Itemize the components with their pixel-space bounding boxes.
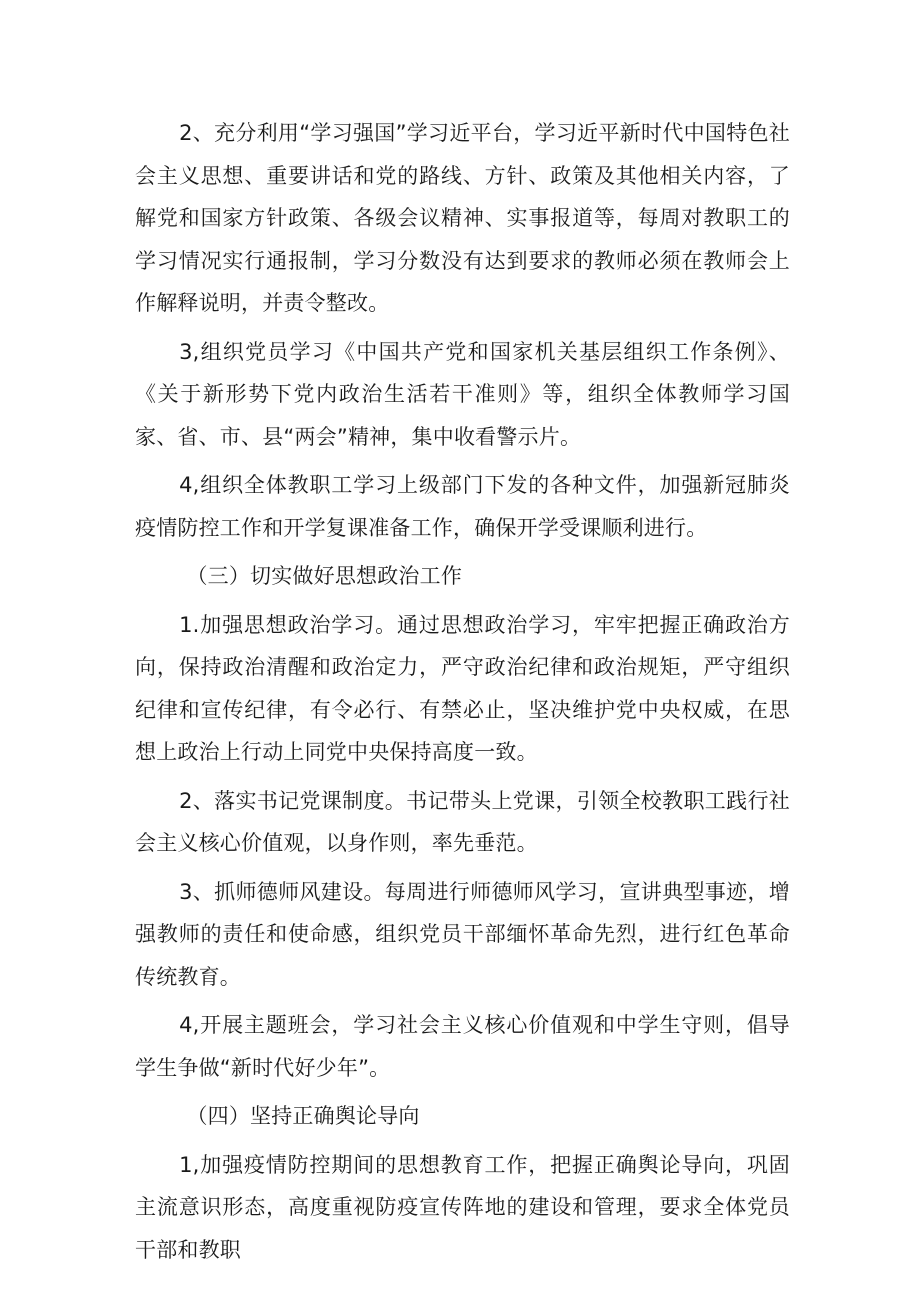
paragraph-item-4-class-meeting: 4,开展主题班会，学习社会主义核心价值观和中学生守则，倡导学生争做“新时代好少年”。 bbox=[135, 1013, 790, 1080]
section-heading-3: （三）切实做好思想政治工作 bbox=[186, 564, 463, 588]
paragraph-item-1-political-study: 1.加强思想政治学习。通过思想政治学习，牢牢把握正确政治方向，保持政治清醒和政治定力，严守政治纪律和政治规矩，严守组织纪律和宣传纪律，有令必行、有禁必止，坚决维护党中央权威，在思想上政治上行动上同党中央保持高度一致。 bbox=[135, 612, 790, 764]
paragraph-item-3-party-regulations: 3,组织党员学习《中国共产党和国家机关基层组织工作条例》、《关于新形势下党内政治生活若干准则》等，组织全体教师学习国家、省、市、县“两会”精神，集中收看警示片。 bbox=[135, 339, 790, 449]
paragraph-item-4-epidemic-documents: 4,组织全体教职工学习上级部门下发的各种文件，加强新冠肺炎疫情防控工作和开学复课准备工作，确保开学受课顺利进行。 bbox=[135, 473, 790, 540]
document-body bbox=[135, 112, 790, 1271]
paragraph-item-1-ideological-education: 1,加强疫情防控期间的思想教育工作，把握正确舆论导向，巩固主流意识形态，高度重视防疫宣传阵地的建设和管理，要求全体党员干部和教职 bbox=[135, 1152, 790, 1262]
section-heading-4: （四）坚持正确舆论导向 bbox=[186, 1104, 420, 1128]
paragraph-item-2-party-lecture: 2、落实书记党课制度。书记带头上党课，引领全校教职工践行社会主义核心价值观，以身作则，率先垂范。 bbox=[135, 788, 790, 855]
paragraph-item-2-xuexi-qiangguo: 2、充分利用“学习强国”学习近平台，学习近平新时代中国特色社会主义思想、重要讲话和党的路线、方针、政策及其他相关内容，了解党和国家方针政策、各级会议精神、实事报道等，每周对教职工的学习情况实行通报制，学习分数没有达到要求的教师必须在教师会上作解释说明，并责令整改。 bbox=[135, 121, 790, 315]
paragraph-item-3-teacher-ethics: 3、抓师德师风建设。每周进行师德师风学习，宣讲典型事迹，增强教师的责任和使命感，组织党员干部缅怀革命先烈，进行红色革命传统教育。 bbox=[135, 879, 790, 989]
